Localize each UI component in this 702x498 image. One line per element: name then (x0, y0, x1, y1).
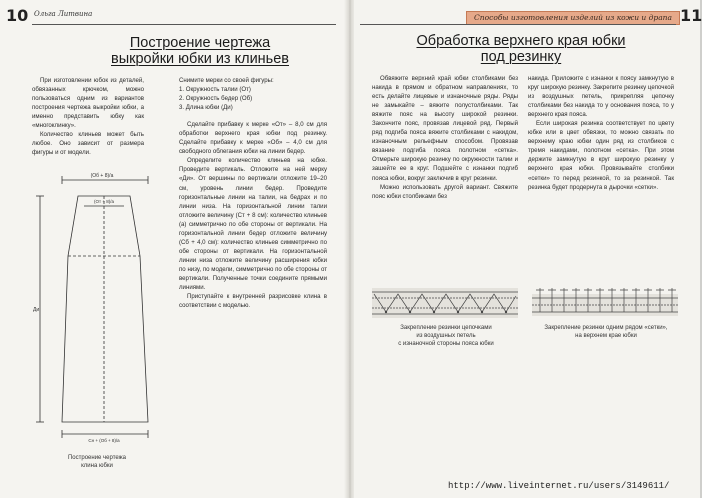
measures-intro: Снимите мерки со своей фигуры: (179, 77, 274, 84)
right-header-rule (360, 24, 676, 25)
top-dimension-label: (Об + 8)/а (90, 173, 114, 179)
right-title-line-2: под резинку (480, 48, 562, 65)
caption-line: Построение чертежа (67, 455, 127, 461)
wedge-pattern-diagram (30, 168, 160, 446)
chain-fastening-illustration (370, 284, 520, 322)
figure1-caption (368, 324, 524, 348)
left-running-header: Ольга Литвина (34, 10, 93, 18)
body-paragraph: Если широкая резинка соответствует по цвету юбке или в цвет обвязки, то можно связать по верхнему краю юбки один ряд из столбиков с тремя накидами, полотном «сетка». При этом держите замкнутую в круг широкую резинку у верхнего края юбки. Провязывайте столбики «сетки» то перед резинкой, то за резинкой. Так резинка будет продернута в дырочки «сетки». (528, 120, 674, 191)
body-paragraph: Сделайте прибавку к мерке «От» – 8,0 см для обработки верхнего края юбки под резинку. Сделайте прибавку к мерке «Об» – 4,0 см для свободного облегания юбки на линии бедер. (179, 121, 327, 156)
running-header-band: Способы изготовления изделий из кожи и драпа (466, 11, 680, 25)
body-paragraph: Обвяжите верхний край юбки столбиками без накида в прямом и обратном направлениях, то есть делайте лицевые и изнаночные ряды. Ряды не замыкайте – вяжите полустолбиками. Так вяжите пояс на высоту широкой резинки. Закончите пояс, провязав лицевой ряд. Первый ряд подгиба пояса вяжите столбиками с накидом, изнаночным рельефным способом. Провязав вязание подгиба пояса полотном «сетка». Отмерьте широкую резинку по окружности талии и зашейте ее в круг. Подшейте с изнанки подгиб пояса юбки, вокруг заключив в круг резинки. (372, 75, 518, 182)
intro-paragraph: Количество клиньев может быть любое. Оно зависит от размера фигуры и от модели. (32, 131, 144, 157)
figure2-caption (528, 324, 684, 340)
right-column-2 (528, 74, 674, 192)
bottom-dimension-label: Сн + (Об + 8)/а (88, 438, 120, 443)
caption-line: Закрепление резинки одним рядом «сетки», (544, 325, 668, 331)
right-title-line-1: Обработка верхнего края юбки (416, 33, 626, 49)
wedge-outline (62, 196, 148, 422)
measure-item: 1. Окружность талии (От) (179, 86, 251, 94)
left-main-text (179, 76, 327, 310)
right-page (354, 0, 700, 498)
body-paragraph: накида. Приложите с изнанки к поясу замкнутую в круг широкую резинку. Закрепите резинку цепочкой из воздушных петель, прикрепляя цепочку столбиками без накида то у основания пояса, то у верхнего края пояса. (528, 75, 674, 119)
body-paragraph: Определите количество клиньев на юбке. Проведите вертикаль. Отложите на ней мерку «Ди». От вершины по вертикали отложите 19–20 см, уровень линии бедер. Проведите горизонтальные линии на талии, на бедрах и по линии низа. На горизонтальной линии талии отложите величину (Ст + 8 см): количество клиньев (а) симметрично по обе стороны от вертикали. На горизонтальной линии бедер отложите величину (Сб + 4,0 см): количество клиньев симметрично по обе стороны от вертикали. На горизонтальной линии низа отложите величину расширения юбки по низу, по модели, симметрично по обе стороны от вертикали. Полученные точки соедините прямыми линиями. (179, 157, 327, 292)
left-page-number: 10 (6, 6, 29, 25)
caption-line: на верхнем крае юбки (575, 333, 637, 339)
measure-item: 2. Окружность бедер (Об) (179, 95, 253, 103)
caption-line: из воздушных петель (416, 333, 476, 339)
length-label: Ди (33, 307, 40, 313)
body-paragraph: Приступайте к внутренней разрисовке клина в соответствии с моделью. (179, 293, 327, 310)
left-title-line-1: Построение чертежа (129, 35, 271, 51)
mid-dimension-label: (От + 8)/а (94, 199, 114, 204)
right-page-number: 11 (680, 6, 702, 25)
left-title-line-2: выкройки юбки из клиньев (111, 50, 289, 67)
caption-line: с изнаночной стороны пояса юбки (398, 341, 494, 347)
left-page-title (80, 36, 320, 67)
body-paragraph: Можно использовать другой вариант. Свяжите пояс юбки столбиками без (372, 183, 518, 200)
measure-item: 3. Длина юбки (Ди) (179, 104, 233, 112)
left-header-rule (32, 24, 336, 25)
left-intro-text (32, 76, 144, 157)
caption-line: Закрепление резинки цепочками (400, 325, 492, 331)
diagram-caption (52, 454, 142, 470)
right-page-title (376, 34, 666, 65)
source-watermark: http://www.liveinternet.ru/users/3149611/ (448, 481, 670, 491)
intro-paragraph: При изготовлении юбок из деталей, обвязанных крючком, можно пользоваться одним из вариантов построения чертежа выкройки юбки, а именно представить юбку как «многоклинку». (32, 77, 144, 130)
right-column-1 (372, 74, 518, 201)
left-page (0, 0, 346, 498)
mesh-row-illustration (530, 284, 680, 322)
caption-line: клина юбки (81, 463, 113, 469)
